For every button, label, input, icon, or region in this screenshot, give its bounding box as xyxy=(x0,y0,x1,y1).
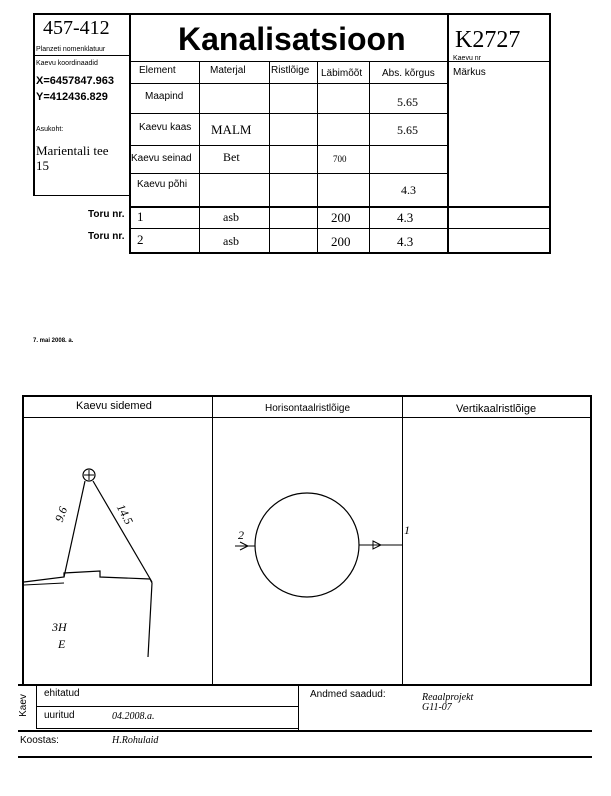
x-coord: X=6457847.963 xyxy=(36,75,114,87)
pipe-label: Toru nr. xyxy=(88,231,125,242)
pipe-diameter: 200 xyxy=(331,210,351,225)
col-header-abs-height: Abs. kõrgus xyxy=(382,68,435,79)
compiled-label: Koostas: xyxy=(20,735,59,746)
footer-block xyxy=(14,684,592,760)
row-material: MALM xyxy=(211,122,252,137)
col-header-diameter: Läbimõõt xyxy=(321,68,363,79)
y-coord: Y=412436.829 xyxy=(36,91,108,103)
pipe-diameter: 200 xyxy=(331,234,351,249)
page-title: Kanalisatsioon xyxy=(178,21,406,57)
row-element: Kaevu kaas xyxy=(139,122,192,133)
date-note: 7. mai 2008. a. xyxy=(33,338,74,344)
col-title-horizontal-section: Horisontaalristlõige xyxy=(265,403,351,414)
row-diameter: 700 xyxy=(333,154,347,164)
sketch-section xyxy=(22,395,592,685)
ties-sketch xyxy=(22,417,212,685)
row-element: Maapind xyxy=(145,91,184,102)
pipe-abs-height: 4.3 xyxy=(397,210,414,225)
col-header-cross-section: Ristlõige xyxy=(271,65,310,76)
col-header-material: Materjal xyxy=(210,65,246,76)
data-source-label: Andmed saadud: xyxy=(310,689,386,700)
row-abs-height: 5.65 xyxy=(397,95,418,109)
surveyed-label: uuritud xyxy=(44,710,75,721)
coords-label: Kaevu koordinaadid xyxy=(36,60,98,67)
location-value: Marientali tee 15 xyxy=(36,143,109,173)
element-table xyxy=(33,13,551,253)
tie-distance-b: 14.5 xyxy=(113,501,137,527)
horizontal-section-drawing xyxy=(213,417,402,685)
pipe-left-label: 2 xyxy=(238,528,244,542)
pipe-abs-height: 4.3 xyxy=(397,234,414,249)
data-source-value-1: Reaalprojekt xyxy=(422,692,474,703)
tie-distance-a: 9.6 xyxy=(51,504,71,524)
pipe-material: asb xyxy=(223,210,239,224)
well-id-label: Kaevu nr xyxy=(453,55,482,62)
col-title-ties: Kaevu sidemed xyxy=(76,400,152,412)
pipe-label: Toru nr. xyxy=(88,209,125,220)
data-source-value-2: G11-07 xyxy=(422,702,452,713)
nomenclature-label: Planzeti nomenklatuur xyxy=(36,46,106,53)
pipe-material: asb xyxy=(223,234,239,248)
nomenclature-number: 457-412 xyxy=(43,17,110,39)
col-title-vertical-section: Vertikaalristlõige xyxy=(456,403,537,415)
house-number: 3H xyxy=(52,620,67,634)
well-id: K2727 xyxy=(455,27,521,53)
row-element: Kaevu seinad xyxy=(131,153,192,164)
row-material: Bet xyxy=(223,150,240,164)
built-label: ehitatud xyxy=(44,688,80,699)
col-header-element: Element xyxy=(139,65,176,76)
row-abs-height: 4.3 xyxy=(401,183,416,197)
pipe-number: 2 xyxy=(137,232,144,247)
surveyed-value: 04.2008.a. xyxy=(112,711,155,722)
remarks-label: Märkus xyxy=(453,67,486,78)
row-abs-height: 5.65 xyxy=(397,123,418,137)
pipe-right-label: 1 xyxy=(404,523,410,537)
side-label: Kaev xyxy=(17,694,29,717)
location-label: Asukoht: xyxy=(36,126,64,133)
pipe-number: 1 xyxy=(137,209,144,224)
house-letter: E xyxy=(58,637,66,651)
row-element: Kaevu põhi xyxy=(137,179,188,190)
compiled-value: H.Rohulaid xyxy=(112,735,159,746)
